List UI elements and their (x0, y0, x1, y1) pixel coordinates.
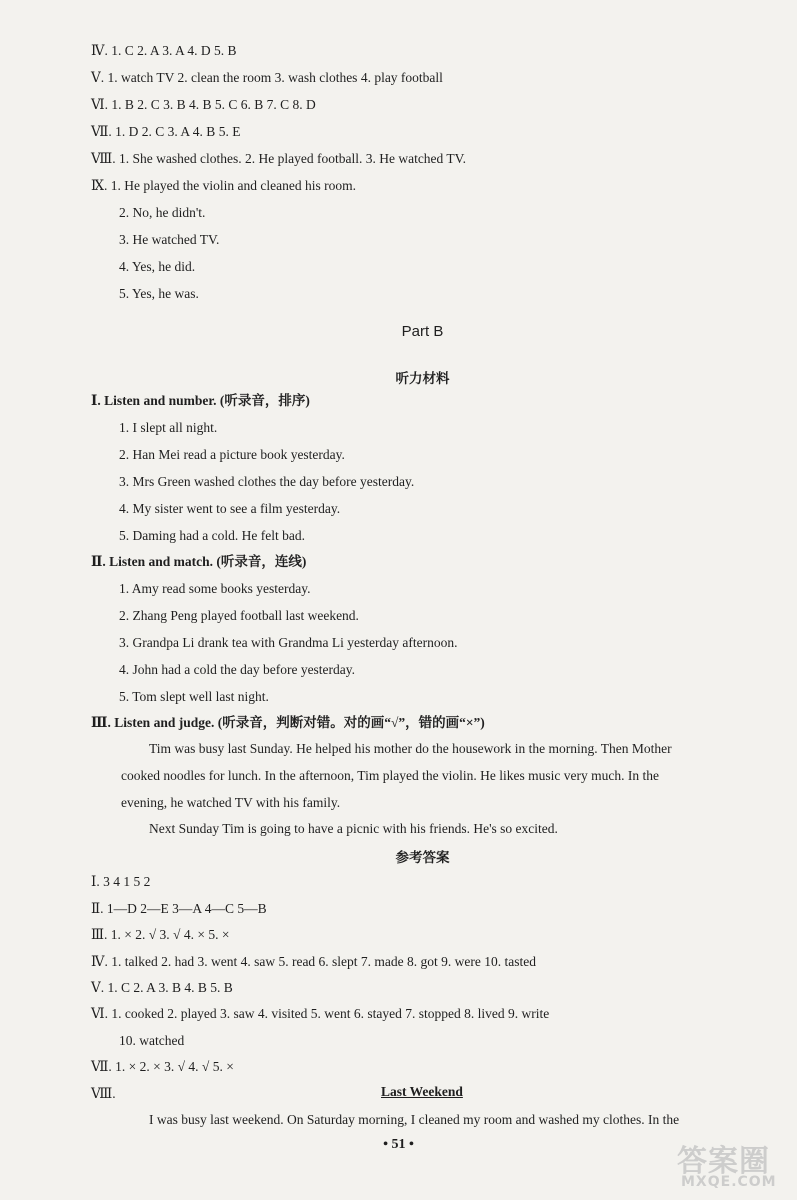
listening-item: 2. Zhang Peng played football last weekend. (119, 608, 359, 623)
listening-section-3-header: Ⅲ. Listen and judge. (听录音，判断对错。对的画“√”，错的画“×”) (91, 715, 485, 730)
watermark-text: 答案圈 (677, 1144, 770, 1179)
answer-row: 10. watched (119, 1033, 185, 1048)
passage-line: cooked noodles for lunch. In the afternoon, Tim played the violin. He likes music very much. In the (121, 768, 660, 783)
essay-label: Ⅷ. (91, 1086, 116, 1101)
essay-line: I was busy last weekend. On Saturday morning, I cleaned my room and washed my clothes. In the (149, 1112, 680, 1127)
watermark-logo (675, 1136, 793, 1194)
part-title: Part B (401, 323, 444, 340)
answer-line-6: Ⅵ. 1. B 2. C 3. B 4. B 5. C 6. B 7. C 8. D (91, 97, 316, 112)
listening-item: 3. Mrs Green washed clothes the day before yesterday. (119, 474, 415, 489)
answer-line-9: Ⅸ. 1. He played the violin and cleaned his room. (91, 178, 356, 193)
listening-item: 5. Tom slept well last night. (119, 689, 269, 704)
answer-line-4: Ⅳ. 1. C 2. A 3. A 4. D 5. B (91, 43, 237, 58)
answer-row: Ⅵ. 1. cooked 2. played 3. saw 4. visited 5. went 6. stayed 7. stopped 8. lived 9. write (91, 1006, 550, 1021)
listening-item: 2. Han Mei read a picture book yesterday. (119, 447, 345, 462)
passage-line: Tim was busy last Sunday. He helped his mother do the housework in the morning. Then Mother (149, 741, 672, 756)
answer-row: Ⅶ. 1. × 2. × 3. √ 4. √ 5. × (91, 1059, 234, 1074)
listening-item: 4. My sister went to see a film yesterday. (119, 501, 341, 516)
listening-section-2-header: Ⅱ. Listen and match. (听录音，连线) (91, 554, 307, 569)
listening-item: 1. Amy read some books yesterday. (119, 581, 311, 596)
answer-line-9-4: 4. Yes, he did. (119, 259, 196, 274)
passage-line: evening, he watched TV with his family. (121, 795, 341, 810)
listening-title: 听力材料 (395, 371, 450, 386)
listening-item: 1. I slept all night. (119, 420, 218, 435)
answer-row: Ⅰ. 3 4 1 5 2 (91, 874, 151, 889)
answers-title: 参考答案 (395, 850, 450, 865)
listening-item: 4. John had a cold the day before yesterday. (119, 662, 356, 677)
answer-row: Ⅲ. 1. × 2. √ 3. √ 4. × 5. × (91, 927, 230, 942)
listening-section-1-header: Ⅰ. Listen and number. (听录音，排序) (91, 393, 310, 408)
essay-title: Last Weekend (381, 1084, 463, 1099)
listening-item: 3. Grandpa Li drank tea with Grandma Li yesterday afternoon. (119, 635, 458, 650)
answer-line-5: Ⅴ. 1. watch TV 2. clean the room 3. wash clothes 4. play football (91, 70, 443, 85)
answer-line-9-5: 5. Yes, he was. (119, 286, 199, 301)
answer-row: Ⅳ. 1. talked 2. had 3. went 4. saw 5. read 6. slept 7. made 8. got 9. were 10. tasted (91, 954, 537, 969)
answer-line-8: Ⅷ. 1. She washed clothes. 2. He played football. 3. He watched TV. (91, 151, 467, 166)
answer-line-9-3: 3. He watched TV. (119, 232, 220, 247)
page-number: • 51 • (383, 1137, 414, 1152)
passage-line: Next Sunday Tim is going to have a picnic with his friends. He's so excited. (149, 821, 558, 836)
watermark-url: MXQE.COM (681, 1174, 777, 1190)
answer-row: Ⅴ. 1. C 2. A 3. B 4. B 5. B (91, 980, 233, 995)
answer-line-9-2: 2. No, he didn't. (119, 205, 206, 220)
listening-item: 5. Daming had a cold. He felt bad. (119, 528, 305, 543)
answer-line-7: Ⅶ. 1. D 2. C 3. A 4. B 5. E (91, 124, 241, 139)
answer-row: Ⅱ. 1—D 2—E 3—A 4—C 5—B (91, 901, 267, 916)
